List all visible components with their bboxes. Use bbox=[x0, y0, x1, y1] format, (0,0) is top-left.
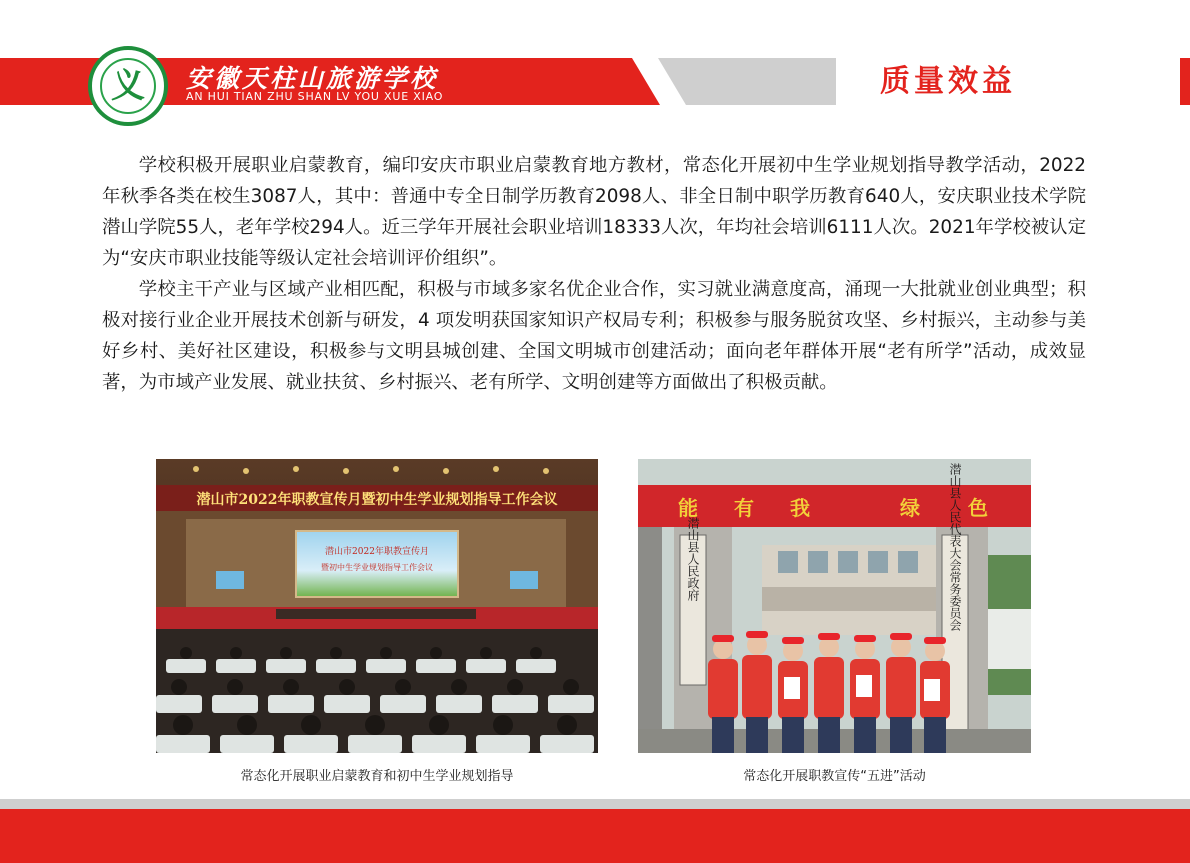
screen-line-1: 潜山市2022年职教宣传月 bbox=[325, 547, 429, 557]
school-logo bbox=[88, 46, 168, 126]
photo-students-gate bbox=[638, 459, 1031, 753]
header-right-accent bbox=[1180, 58, 1190, 105]
banner-text: 潜山市2022年职教宣传月暨初中生学业规划指导工作会议 bbox=[196, 492, 558, 508]
banner-char-2: 有 bbox=[734, 496, 754, 520]
school-name-cn: 安徽天柱山旅游学校 bbox=[186, 64, 439, 93]
paragraph-1: 学校积极开展职业启蒙教育，编印安庆市职业启蒙教育地方教材，常态化开展初中生学业规划指导教学活动，2022年秋季各类在校生3087人，其中：普通中专全日制学历教育2098人、非全日制中职学历教育640人，安庆职业技术学院潜山学院55人，老年学校294人。近三学年开展社会职业培训18333人次，年均社会培训6111人次。2021年学校被认定为“安庆市职业技能等级认定社会培训评价组织”。 bbox=[102, 155, 1086, 269]
logo-emblem-icon: 义 bbox=[100, 58, 156, 114]
sign-left: 潜山县人民政府 bbox=[686, 517, 700, 601]
screen-line-2: 暨初中生学业规划指导工作会议 bbox=[321, 563, 433, 572]
footer-gray-band bbox=[0, 799, 1190, 809]
banner-char-3: 我 bbox=[790, 496, 810, 520]
header-gray-band bbox=[658, 58, 836, 105]
paragraph-2: 学校主干产业与区域产业相匹配，积极与市域多家名优企业合作，实习就业满意度高，涌现一大批就业创业典型；积极对接行业企业开展技术创新与研发，4 项发明获国家知识产权局专利；积极参与服务脱贫攻坚、乡村振兴，主动参与美好乡村、美好社区建设，积极参与文明县城创建、全国文明城市创建活动；面向老年群体开展“老有所学”活动，成效显著，为市域产业发展、就业扶贫、乡村振兴、老有所学、文明创建等方面做出了积极贡献。 bbox=[102, 279, 1086, 393]
banner-char-5: 色 bbox=[968, 496, 988, 520]
footer-red-band bbox=[0, 809, 1190, 863]
photo-conference bbox=[156, 459, 598, 753]
banner-char-4: 绿 bbox=[900, 496, 920, 520]
caption-left: 常态化开展职业启蒙教育和初中生学业规划指导 bbox=[240, 769, 514, 784]
conference-illustration bbox=[156, 459, 598, 753]
body-text bbox=[102, 150, 1086, 398]
caption-right: 常态化开展职教宣传“五进”活动 bbox=[743, 769, 926, 784]
school-name-en: AN HUI TIAN ZHU SHAN LV YOU XUE XIAO bbox=[186, 90, 444, 103]
students-gate-illustration bbox=[638, 459, 1031, 753]
section-title: 质量效益 bbox=[880, 64, 1016, 99]
banner-char-1: 能 bbox=[678, 496, 698, 520]
sign-right: 潜山县人民代表大会常务委员会 bbox=[948, 463, 962, 631]
